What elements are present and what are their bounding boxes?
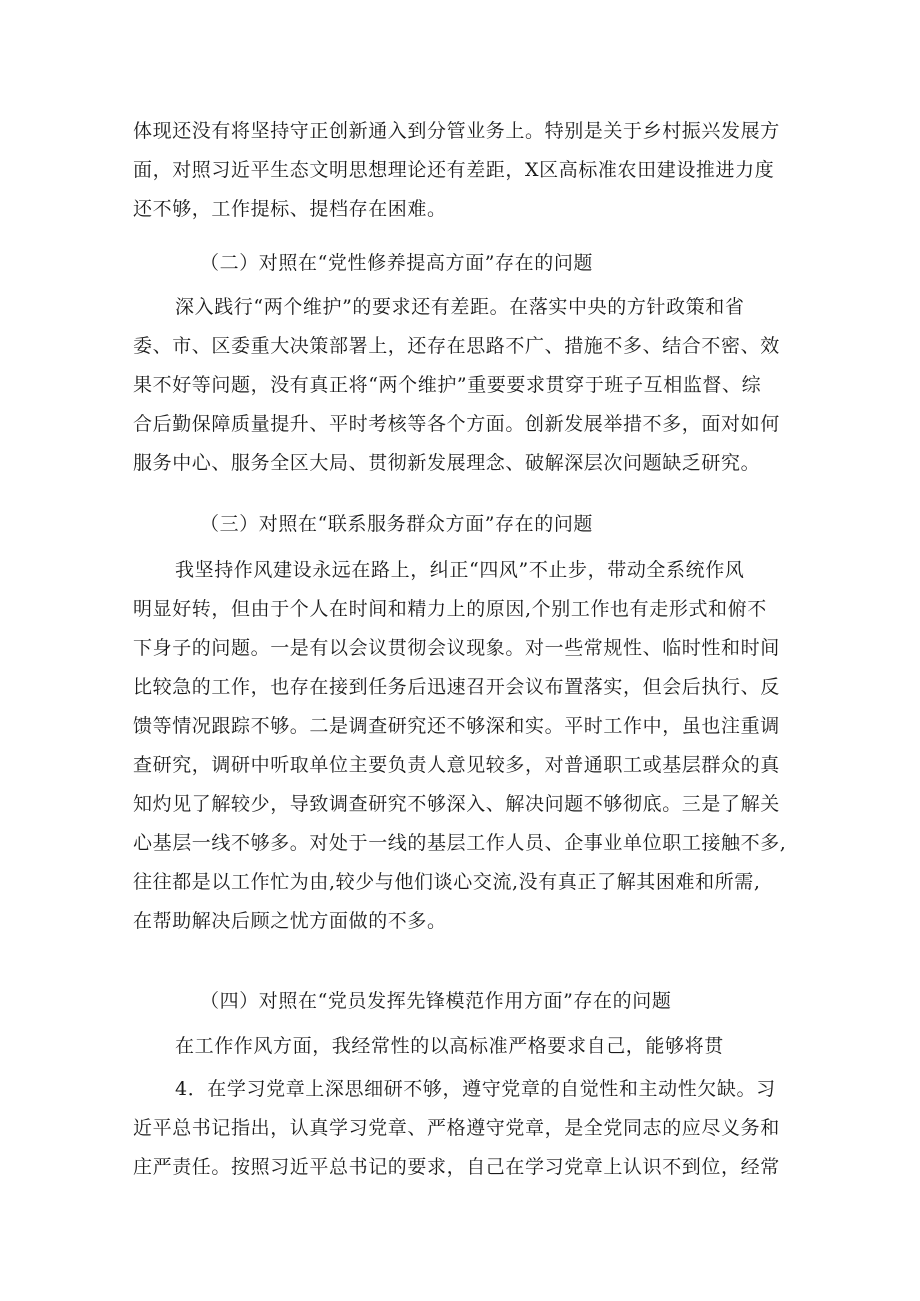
paragraph-work-attitude xyxy=(133,1027,795,1066)
text-line: 近平总书记指出，认真学习党章、严格遵守党章，是全党同志的应尽义务和 xyxy=(133,1117,780,1139)
text-line: 面，对照习近平生态文明思想理论还有差距，X区高标准农田建设推进力度 xyxy=(133,159,775,181)
paragraph-two-safeguards xyxy=(133,288,795,483)
text-line: 合后勤保障质量提升、平时考核等各个方面。创新发展举措不多，面对如何 xyxy=(133,413,780,435)
text-line: 馈等情况跟踪不够。二是调查研究还不够深和实。平时工作中，虽也注重调 xyxy=(133,715,780,737)
text-line: 下身子的问题。一是有以会议贯彻会议现象。对一些常规性、临时性和时间 xyxy=(133,637,780,659)
text-line: 查研究，调研中听取单位主要负责人意见较多，对普通职工或基层群众的真 xyxy=(133,754,780,776)
text-line: 还不够，工作提标、提档存在困难。 xyxy=(133,198,447,220)
text-line: 果不好等问题，没有真正将“两个维护”重要要求贯穿于班子互相监督、综 xyxy=(133,374,762,396)
text-line: 在工作作风方面，我经常性的以高标准严格要求自己，能够将贯 xyxy=(175,1035,724,1057)
text-line: 在帮助解决后顾之忧方面做的不多。 xyxy=(133,910,447,932)
section-heading-4: （四）对照在“党员发挥先锋模范作用方面”存在的问题 xyxy=(200,990,672,1012)
text-line: 往往都是以工作忙为由,较少与他们谈心交流,没有真正了解其困难和所需, xyxy=(133,871,761,893)
text-line: 知灼见了解较少，导致调查研究不够深入、解决问题不够彻底。三是了解关 xyxy=(133,793,780,815)
text-line: 4．在学习党章上深思细研不够，遵守党章的自觉性和主动性欠缺。习 xyxy=(175,1078,776,1100)
text-line: 深入践行“两个维护”的要求还有差距。在落实中央的方针政策和省 xyxy=(175,296,745,318)
paragraph-rural-revitalization xyxy=(133,112,795,229)
section-heading-3: （三）对照在“联系服务群众方面”存在的问题 xyxy=(200,513,594,535)
paragraph-work-style xyxy=(133,551,795,941)
text-line: 我坚持作风建设永远在路上，纠正“四风”不止步，带动全系统作风 xyxy=(175,559,745,581)
text-line: 庄严责任。按照习近平总书记的要求，自己在学习党章上认识不到位，经常 xyxy=(133,1156,780,1178)
section-heading-2: （二）对照在“党性修养提高方面”存在的问题 xyxy=(200,252,594,274)
text-line: 委、市、区委重大决策部署上，还存在思路不广、措施不多、结合不密、效 xyxy=(133,335,780,357)
text-line: 明显好转，但由于个人在时间和精力上的原因,个别工作也有走形式和俯不 xyxy=(133,598,767,620)
text-line: 体现还没有将坚持守正创新通入到分管业务上。特别是关于乡村振兴发展方 xyxy=(133,120,780,142)
paragraph-party-constitution xyxy=(133,1070,795,1187)
text-line: 心基层一线不够多。对处于一线的基层工作人员、企事业单位职工接触不多, xyxy=(133,832,787,854)
text-line: 服务中心、服务全区大局、贯彻新发展理念、破解深层次问题缺乏研究。 xyxy=(133,452,761,474)
text-line: 比较急的工作，也存在接到任务后迅速召开会议布置落实，但会后执行、反 xyxy=(133,676,780,698)
